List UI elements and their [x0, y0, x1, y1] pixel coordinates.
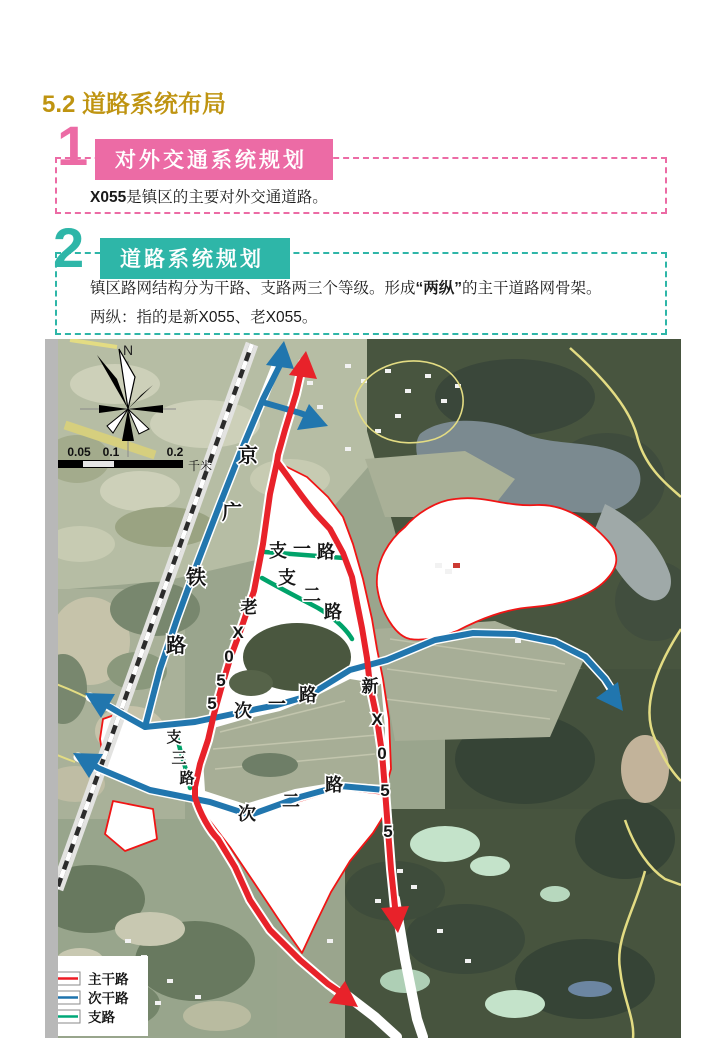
section1-body-rest: 是镇区的主要对外交通道路。: [126, 189, 328, 206]
legend-label-main: 主干路: [88, 972, 129, 987]
section2-line1-pre: 镇区路网结构分为干路、支路两三个等级。形成: [90, 280, 416, 297]
section2-line2: 两纵：指的是新X055、老X055。: [90, 309, 318, 326]
ci2-char: 二: [282, 791, 300, 811]
zhi3-char: 支: [166, 729, 182, 746]
section1-body-bold: X055: [90, 189, 127, 206]
old-x055-char: 老: [240, 598, 258, 617]
scale-tick: 0.2: [166, 445, 184, 459]
road-system-map: [45, 339, 681, 1038]
zhi2-char: 路: [324, 602, 342, 622]
section2-line1: [90, 276, 602, 298]
ci2-char: 路: [325, 775, 343, 795]
page-title: 5.2 道路系统布局: [42, 91, 227, 118]
legend-label-secondary: 次干路: [88, 991, 129, 1006]
section2-heading: 道路系统规划: [100, 238, 290, 279]
new-x055-char: 5: [380, 781, 390, 800]
ci1-char: 次: [234, 701, 252, 721]
compass-north-label: N: [122, 342, 134, 358]
map-legend: [46, 956, 148, 1036]
zhi1-char: 一: [293, 539, 311, 559]
scale-tick: 0.05: [67, 445, 91, 459]
old-x055-char: 5: [216, 671, 226, 690]
ci1-char: 路: [299, 685, 317, 705]
zhi1-char: 路: [317, 542, 335, 562]
new-x055-char: X: [371, 710, 383, 729]
railway-label-char: 广: [222, 502, 242, 524]
new-x055-char: 5: [383, 822, 393, 841]
new-x055-char: 新: [361, 677, 379, 696]
map-left-band: [45, 339, 58, 1038]
section2-line1-post: 的主干道路网骨架。: [462, 280, 602, 297]
zhi3-char: 路: [179, 770, 195, 787]
scale-unit: 千米: [188, 459, 213, 473]
old-x055-char: X: [232, 623, 244, 642]
scale-tick: 0.1: [102, 445, 120, 459]
railway-label-char: 京: [238, 445, 258, 467]
zhi3-char: 三: [171, 750, 187, 767]
section2-number: 2: [53, 216, 85, 279]
ci1-char: 一: [268, 694, 286, 714]
map-svg: [45, 339, 681, 1038]
railway-label-char: 路: [166, 635, 186, 657]
zhi1-char: 支: [269, 541, 287, 561]
zhi2-char: 二: [303, 585, 321, 605]
legend-label-branch: 支路: [88, 1010, 115, 1025]
ci2-char: 次: [238, 804, 256, 824]
section1-body: [90, 185, 328, 207]
railway-label-char: 铁: [186, 567, 206, 589]
zhi2-char: 支: [278, 568, 296, 588]
legend-item-main: [53, 971, 129, 987]
section1-number: 1: [57, 114, 89, 177]
new-x055-char: 0: [377, 744, 387, 763]
old-x055-char: 0: [224, 647, 234, 666]
section1-heading: 对外交通系统规划: [95, 139, 333, 180]
section2-line1-bold: “两纵”: [415, 280, 463, 297]
legend-item-secondary: [53, 990, 129, 1006]
old-x055-char: 5: [207, 694, 217, 713]
